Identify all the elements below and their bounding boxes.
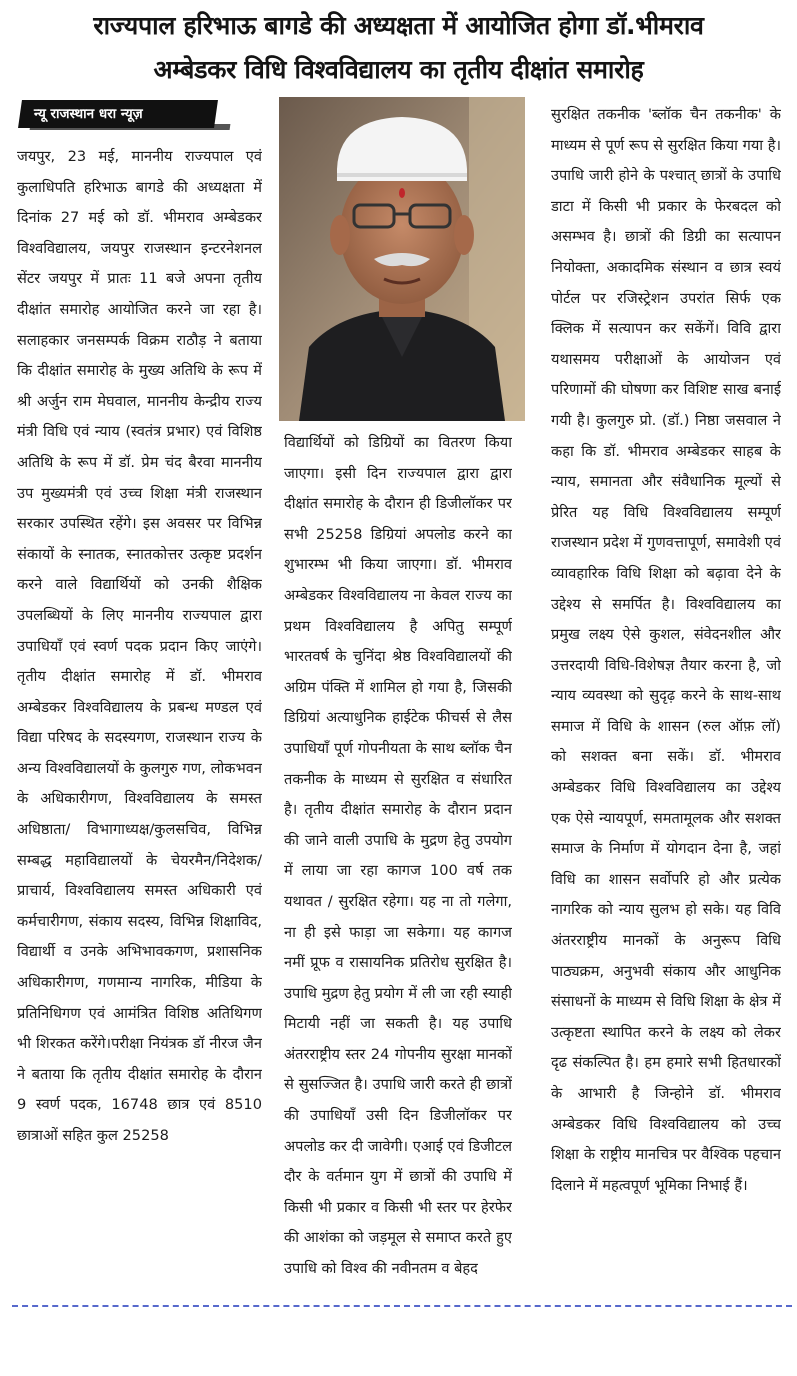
byline-text: न्यू राजस्थान धरा न्यूज़ [34,106,143,122]
dashed-underline [12,1305,792,1307]
column-2-text: विद्यार्थियों को डिग्रियों का वितरण किया जाएगा। इसी दिन राज्यपाल द्वारा द्वारा दीक्षांत समारोह के दौरान ही डिजीलॉकर पर सभी 25258 डिग्रियां अपलोड करने का शुभारम्भ भी किया जाएगा। डॉ. भीमराव अम्बेडकर विश्वविद्यालय ना केवल राज्य का प्रथम विश्वविद्यालय है अपितु सम्पूर्ण भारतवर्ष के चुनिंदा श्रेष्ठ विश्वविद्यालयों की अग्रिम पंक्ति में शामिल हो गया है, जिसकी डिग्रियां अत्याधुनिक हाईटेक फीचर्स से लैस उपाधियाँ पूर्ण गोपनीयता के साथ ब्लॉक चैन तकनीक के माध्यम से सुरक्षित व संधारित है। तृतीय दीक्षांत समारोह के दौरान प्रदान की जाने वाली उपाधि के मुद्रण हेतु उपयोग में लाया जा रहा कागज 100 वर्ष तक यथावत / सुरक्षित रहेगा। यह ना तो गलेगा, ना ही इसे फाड़ा जा सकेगा। यह कागज नमीं प्रूफ व रासायनिक प्रतिरोध सुरक्षित है। उपाधि मुद्रण हेतु प्रयोग में ली जा रही स्याही मिटायी नहीं जा सकती है। यह उपाधि अंतरराष्ट्रीय स्तर 24 गोपनीय सुरक्षा मानकों से सुसज्जित है। उपाधि जारी करते ही छात्रों की उपाधियाँ उसी दिन डिजीलॉकर पर अपलोड कर दी जावेगी। एआई एवं डिजीटल दौर के वर्तमान युग में छात्रों की उपाधि में किसी भी प्रकार व किसी भी स्तर पर हेरफेर की आशंका को जड़मूल से समाप्त करते हुए उपाधि को विश्व की नवीनतम व बेहद [284,434,512,1278]
article-column-1 [17,142,262,1372]
portrait-illustration [279,97,525,421]
column-3-text: सुरक्षित तकनीक 'ब्लॉक चैन तकनीक' के माध्यम से पूर्ण रूप से सुरक्षित किया गया है। उपाधि जारी होने के पश्चात् छात्रों के उपाधि डाटा में किसी भी प्रकार के फेरबदल को असम्भव है। छात्रों की डिग्री का सत्यापन नियोक्ता, अकादमिक संस्थान व छात्र स्वयं पोर्टल पर रजिस्ट्रेशन उपरांत सिर्फ एक क्लिक में सत्यापन कर सकेंगें। विवि द्वारा यथासमय परीक्षाओं के आयोजन एवं परिणामों की घोषणा कर विशिष्ट साख बनाई गयी है। कुलगुरु प्रो. (डॉ.) निष्ठा जसवाल ने कहा कि डॉ. भीमराव अम्बेडकर साहब के न्याय, समानता और संवैधानिक मूल्यों से प्रेरित यह विधि विश्वविद्यालय सम्पूर्ण राजस्थान प्रदेश में गुणवत्तापूर्ण, समावेशी एवं व्यावहारिक विधि शिक्षा को बढ़ावा देने के उद्देश्य से समर्पित है। विश्वविद्यालय का प्रमुख लक्ष्य ऐसे कुशल, संवेदनशील और उत्तरदायी विधि-विशेषज्ञ तैयार करना है, जो न्याय व्यवस्था को सुदृढ़ करने के साथ-साथ समाज में विधि के शासन (रुल ऑफ़ लॉ) को सशक्त बना सकें। डॉ. भीमराव अम्बेडकर विधि विश्वविद्यालय का उद्देश्य एक ऐसे न्यायपूर्ण, समतामूलक और सशक्त समाज के निर्माण में योगदान देना है, जहां विधि का शासन सर्वोपरि हो और प्रत्येक नागरिक को न्याय सुलभ हो सके। यह विवि अंतरराष्ट्रीय मानकों के अनुरूप विधि पाठ्यक्रम, अनुभवी संकाय और आधुनिक संसाधनों के माध्यम से विधि शिक्षा के क्षेत्र में उत्कृष्टता स्थापित करने के लक्ष्य को लेकर दृढ संकल्पित है। हम हमारे सभी हितधारकों के आभारी है जिन्होने डॉ. भीमराव अम्बेडकर विधि विश्वविद्यालय को उच्च शिक्षा के राष्ट्रीय मानचित्र पर वैश्विक पहचान दिलाने में महत्वपूर्ण भूमिका निभाई हैं। [551,106,781,1194]
portrait-photo [279,97,525,421]
article-column-3 [551,100,781,1350]
byline-badge [20,100,232,130]
column-1-text: जयपुर, 23 मई, माननीय राज्यपाल एवं कुलाधिपति हरिभाऊ बागडे की अध्यक्षता में दिनांक 27 मई को डॉ. भीमराव अम्बेडकर विश्वविद्यालय, जयपुर राजस्थान इन्टरनेशनल सेंटर जयपुर में प्रातः 11 बजे अपना तृतीय दीक्षांत समारोह आयोजित करने जा रहा है। सलाहकार जनसम्पर्क विक्रम राठौड़ ने बताया कि दीक्षांत समारोह के मुख्य अतिथि के रूप में श्री अर्जुन राम मेघवाल, माननीय केन्द्रीय राज्य मंत्री विधि एवं न्याय (स्वतंत्र प्रभार) एवं विशिष्ठ अतिथि के रूप में डॉ. प्रेम चंद बैरवा माननीय उप मुख्यमंत्री एवं उच्च शिक्षा मंत्री राजस्थान सरकार उपस्थित रहेंगे। इस अवसर पर विभिन्न संकायों के स्नातक, स्नातकोत्तर उत्कृष्ट प्रदर्शन करने वाले विद्यार्थियों को उनकी शैक्षिक उपलब्धियों के लिए माननीय राज्यपाल द्वारा उपाधियाँ एवं स्वर्ण पदक प्रदान किए जाएंगे। तृतीय दीक्षांत समारोह में डॉ. भीमराव अम्बेडकर विश्वविद्यालय के प्रबन्ध मण्डल एवं विद्या परिषद के सदस्यगण, राजस्थान राज्य के अन्य विश्वविद्यालयों के कुलगुरु गण, लोकभवन के अधिकारीगण, विश्वविद्यालय के समस्त अधिष्ठाता/ विभागाध्यक्ष/कुलसचिव, विभिन्न सम्बद्ध महाविद्यालयों के चेयरमैन/निदेशक/प्राचार्य, विश्वविद्यालय समस्त अधिकारी एवं कर्मचारीगण, संकाय सदस्य, विभिन्न शिक्षाविद, विद्यार्थी व उनके अभिभावकगण, प्रशासनिक अधिकारीगण, गणमान्य नागरिक, मीडिया के प्रतिनिधिगण एवं आमंत्रित विशिष्ठ अतिथिगण भी शिरकत करेंगे।परीक्षा नियंत्रक डॉ नीरज जैन ने बताया कि तृतीय दीक्षांत समारोह के दौरान 9 स्वर्ण पदक, 16748 छात्र एवं 8510 छात्राओं सहित कुल 25258 [17,148,262,1144]
headline-line-1: राज्यपाल हरिभाऊ बागडे की अध्यक्षता में आयोजित होगा डॉ.भीमराव [93,11,704,40]
headline [0,4,797,92]
article-column-2 [284,428,512,1372]
headline-line-2: अम्बेडकर विधि विश्वविद्यालय का तृतीय दीक्षांत समारोह [153,55,644,84]
